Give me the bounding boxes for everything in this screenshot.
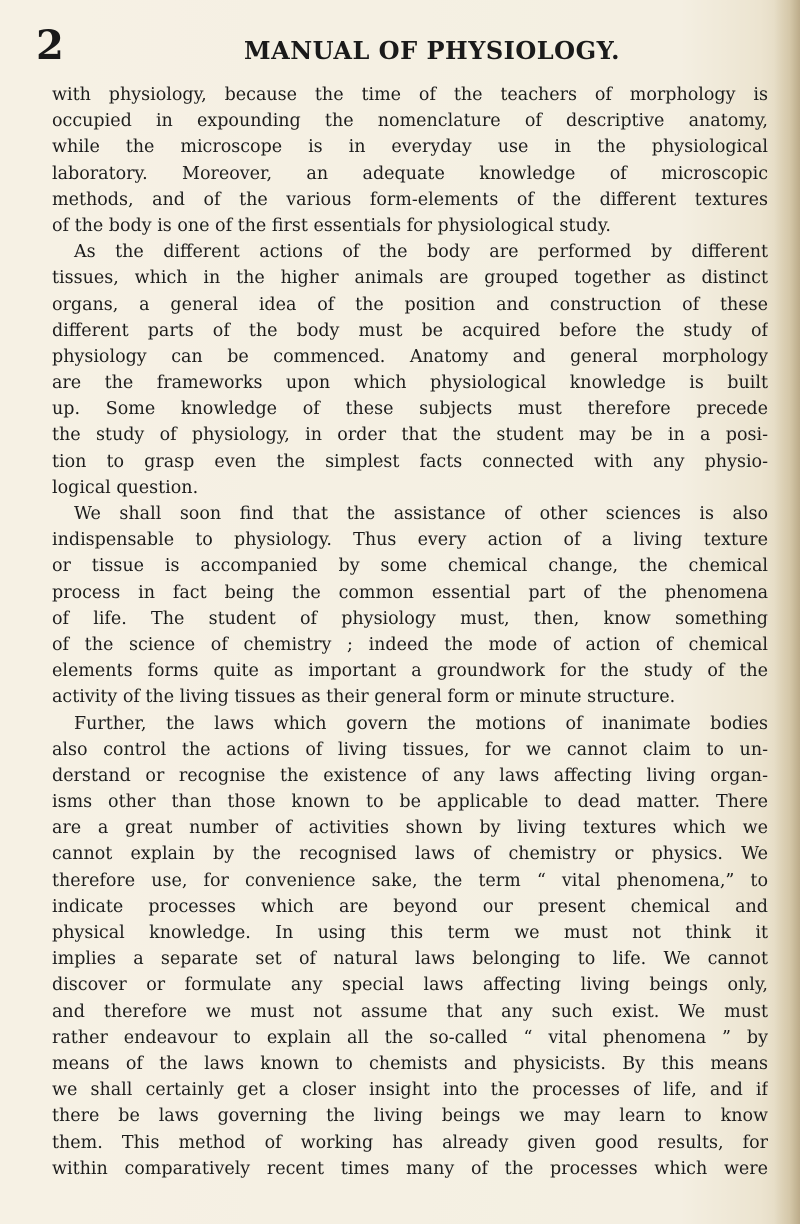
text-line: them. This method of working has already given good results, for xyxy=(52,1132,768,1153)
running-title: MANUAL OF PHYSIOLOGY. xyxy=(244,36,620,65)
text-line: means of the laws known to chemists and physicists. By this means xyxy=(52,1053,768,1074)
text-line: implies a separate set of natural laws belonging to life. We cannot xyxy=(52,949,768,970)
text-line: of life. The student of physiology must, then, know something xyxy=(52,608,768,629)
text-line: are the frameworks upon which physiological knowledge is built xyxy=(52,373,768,394)
text-line: therefore use, for convenience sake, the term “ vital phenomena,” to xyxy=(52,870,768,891)
text-line: are a great number of activities shown by living textures which we xyxy=(52,818,768,839)
text-line: isms other than those known to be applicable to dead matter. There xyxy=(52,792,768,813)
text-line: process in fact being the common essential part of the phenomena xyxy=(52,582,768,603)
text-line: cannot explain by the recognised laws of chemistry or physics. We xyxy=(52,844,768,865)
page-number: 2 xyxy=(36,22,64,69)
body-text xyxy=(52,82,768,1182)
text-line: up. Some knowledge of these subjects must therefore precede xyxy=(52,399,768,420)
text-line: physiology can be commenced. Anatomy and general morphology xyxy=(52,346,768,367)
text-line: We shall soon find that the assistance of other sciences is also xyxy=(74,504,768,524)
text-line: Further, the laws which govern the motions of inanimate bodies xyxy=(74,713,768,734)
text-line: within comparatively recent times many of the processes which were xyxy=(52,1158,768,1179)
page-header xyxy=(0,22,800,76)
text-line: of the body is one of the first essentials for physiological study. xyxy=(52,215,611,236)
text-line: As the different actions of the body are performed by different xyxy=(74,242,768,263)
text-line: there be laws governing the living beings we may learn to know xyxy=(52,1106,768,1127)
text-line: laboratory. Moreover, an adequate knowledge of microscopic xyxy=(52,163,768,184)
text-line: the study of physiology, in order that the student may be in a posi- xyxy=(52,425,768,446)
page-edge-shadow xyxy=(774,0,800,1224)
text-line: or tissue is accompanied by some chemical change, the chemical xyxy=(52,556,768,577)
text-line: derstand or recognise the existence of any laws affecting living organ- xyxy=(52,765,768,786)
text-line: occupied in expounding the nomenclature of descriptive anatomy, xyxy=(52,111,768,132)
text-line: logical question. xyxy=(52,477,199,498)
text-line: physical knowledge. In using this term we must not think it xyxy=(52,923,768,943)
text-line: tion to grasp even the simplest facts connected with any physio- xyxy=(52,451,768,472)
text-line: we shall certainly get a closer insight into the processes of life, and if xyxy=(52,1080,768,1101)
text-line: indispensable to physiology. Thus every action of a living texture xyxy=(52,530,768,551)
text-line: organs, a general idea of the position and construction of these xyxy=(52,294,768,315)
text-line: discover or formulate any special laws affecting living beings only, xyxy=(52,975,768,996)
text-line: indicate processes which are beyond our present chemical and xyxy=(52,896,768,917)
text-line: rather endeavour to explain all the so-called “ vital phenomena ” by xyxy=(52,1027,768,1048)
text-line: elements forms quite as important a groundwork for the study of the xyxy=(52,661,768,682)
text-line: also control the actions of living tissues, for we cannot claim to un- xyxy=(52,739,768,760)
text-line: different parts of the body must be acquired before the study of xyxy=(52,320,768,341)
text-line: activity of the living tissues as their general form or minute structure. xyxy=(52,687,676,708)
text-line: tissues, which in the higher animals are grouped together as distinct xyxy=(52,268,768,289)
text-line: and therefore we must not assume that any such exist. We must xyxy=(52,1001,768,1022)
text-line: with physiology, because the time of the teachers of morphology is xyxy=(52,85,768,105)
text-line: methods, and of the various form-elements of the different textures xyxy=(52,189,768,210)
text-line: while the microscope is in everyday use in the physiological xyxy=(52,137,768,158)
text-line: of the science of chemistry ; indeed the mode of action of chemical xyxy=(52,634,768,655)
